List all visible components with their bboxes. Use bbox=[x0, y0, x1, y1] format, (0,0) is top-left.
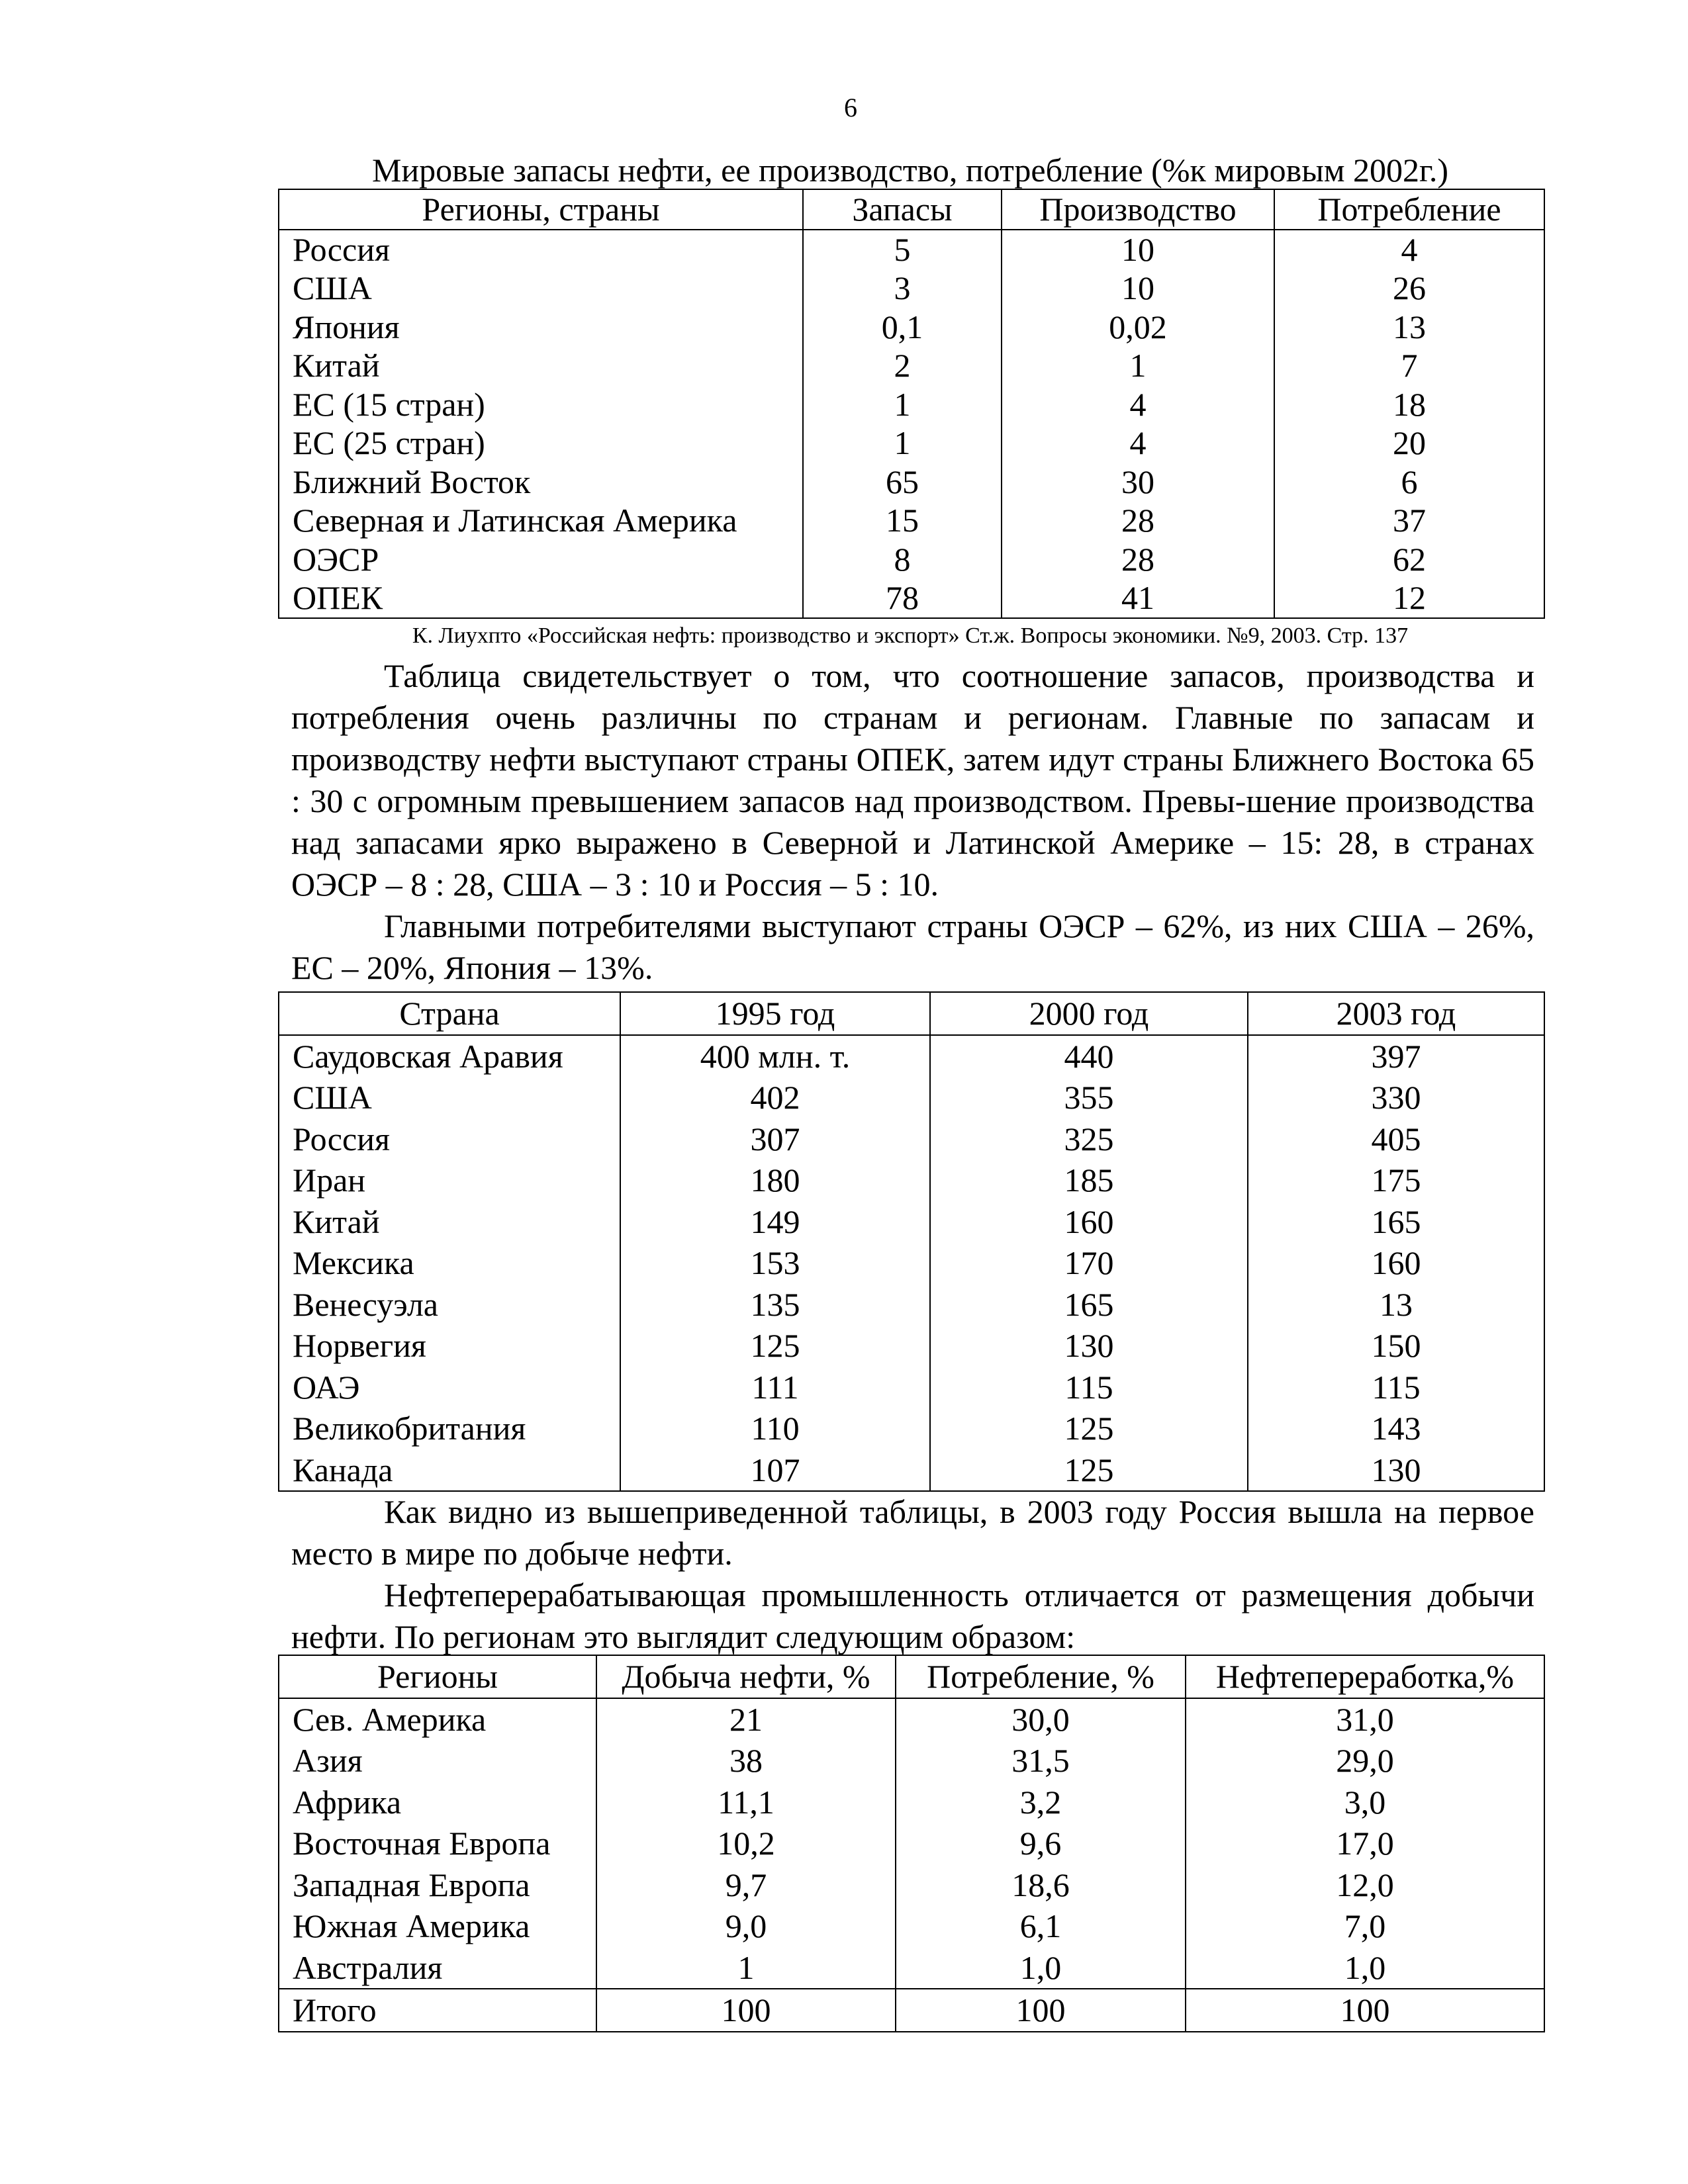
table-cell: ОЭСР bbox=[279, 540, 803, 579]
table-cell: 10 bbox=[1002, 230, 1274, 269]
page-number: 6 bbox=[844, 93, 857, 122]
table-cell: 440 bbox=[930, 1035, 1248, 1077]
table-cell: 160 bbox=[1248, 1242, 1544, 1284]
table-cell: ОПЕК bbox=[279, 578, 803, 618]
table-cell: 1,0 bbox=[896, 1947, 1186, 1989]
table-cell: 7 bbox=[1274, 346, 1544, 385]
table3-body bbox=[279, 1698, 1544, 1989]
table-cell: ЕС (25 стран) bbox=[279, 424, 803, 463]
table-cell: Итого bbox=[279, 1989, 596, 2032]
table-cell: 330 bbox=[1248, 1077, 1544, 1118]
table-cell: 1 bbox=[803, 424, 1002, 463]
table-cell: 3,0 bbox=[1186, 1782, 1544, 1823]
table-cell: 31,0 bbox=[1186, 1698, 1544, 1741]
table-cell: 149 bbox=[620, 1201, 930, 1243]
column-header: Производство bbox=[1002, 189, 1274, 230]
table-row bbox=[279, 346, 1544, 385]
table-cell: Африка bbox=[279, 1782, 596, 1823]
column-header: 2000 год bbox=[930, 992, 1248, 1035]
table-cell: 62 bbox=[1274, 540, 1544, 579]
table-cell: Иран bbox=[279, 1160, 620, 1201]
table-cell: 10 bbox=[1002, 269, 1274, 308]
table-cell: 125 bbox=[620, 1325, 930, 1367]
table-cell: 41 bbox=[1002, 578, 1274, 618]
table2-body bbox=[279, 1035, 1544, 1492]
table-cell: 6,1 bbox=[896, 1905, 1186, 1947]
table-cell: 4 bbox=[1274, 230, 1544, 269]
table-header-row bbox=[279, 992, 1544, 1035]
table-cell: 307 bbox=[620, 1118, 930, 1160]
table-cell: Канада bbox=[279, 1449, 620, 1492]
table-cell: 185 bbox=[930, 1160, 1248, 1201]
paragraph: Таблица свидетельствует о том, что соотношение запасов, производства и потребления очень различны по странам и регионам. Главные по запасам и производству нефти выступают страны ОПЕК, затем идут страны Ближнего Востока 65 : 30 с огромным превышением запасов над производством. Превы-шение производства над запасами ярко выражено в Северной и Латинской Америке – 15: 28, в странах ОЭСР – 8 : 28, США – 3 : 10 и Россия – 5 : 10. bbox=[291, 657, 1534, 903]
table-cell: 107 bbox=[620, 1449, 930, 1492]
table-cell: Китай bbox=[279, 1201, 620, 1243]
table-header-row bbox=[279, 189, 1544, 230]
table-cell: 130 bbox=[1248, 1449, 1544, 1492]
table-cell: 20 bbox=[1274, 424, 1544, 463]
table-row bbox=[279, 1367, 1544, 1408]
conclusion-text bbox=[291, 1491, 1534, 1658]
table-cell: 21 bbox=[596, 1698, 896, 1741]
table-cell: 78 bbox=[803, 578, 1002, 618]
table-cell: 100 bbox=[1186, 1989, 1544, 2032]
table-cell: 4 bbox=[1002, 424, 1274, 463]
table-cell: 125 bbox=[930, 1449, 1248, 1492]
table-cell: 0,02 bbox=[1002, 308, 1274, 347]
table-cell: 325 bbox=[930, 1118, 1248, 1160]
table-row bbox=[279, 1201, 1544, 1243]
oil-production-table bbox=[278, 991, 1545, 1492]
table-cell: 7,0 bbox=[1186, 1905, 1544, 1947]
table-cell: 397 bbox=[1248, 1035, 1544, 1077]
table-cell: Западная Европа bbox=[279, 1864, 596, 1906]
table-row bbox=[279, 385, 1544, 424]
table-cell: 11,1 bbox=[596, 1782, 896, 1823]
table-cell: 12 bbox=[1274, 578, 1544, 618]
table-cell: Россия bbox=[279, 230, 803, 269]
table-row bbox=[279, 1160, 1544, 1201]
paragraph: Как видно из вышеприведенной таблицы, в 2003 году Россия вышла на первое место в мире по добыче нефти. bbox=[291, 1493, 1534, 1572]
column-header: Регионы bbox=[279, 1655, 596, 1698]
table-cell: 37 bbox=[1274, 501, 1544, 540]
table-cell: 1 bbox=[803, 385, 1002, 424]
table-cell: 0,1 bbox=[803, 308, 1002, 347]
table-cell: 115 bbox=[1248, 1367, 1544, 1408]
table-row bbox=[279, 1782, 1544, 1823]
table-cell: 9,6 bbox=[896, 1823, 1186, 1864]
table-row bbox=[279, 578, 1544, 618]
table-row bbox=[279, 1864, 1544, 1906]
column-header: Регионы, страны bbox=[279, 189, 803, 230]
table-cell: 135 bbox=[620, 1284, 930, 1326]
table-row bbox=[279, 1325, 1544, 1367]
table1-source: К. Лиухпто «Российская нефть: производство и экспорт» Ст.ж. Вопросы экономики. №9, 2003. Стр. 137 bbox=[412, 623, 1409, 648]
column-header: Нефтепереработка,% bbox=[1186, 1655, 1544, 1698]
table-cell: 1,0 bbox=[1186, 1947, 1544, 1989]
table-cell: Сев. Америка bbox=[279, 1698, 596, 1741]
table-cell: 28 bbox=[1002, 501, 1274, 540]
table-cell: ЕС (15 стран) bbox=[279, 385, 803, 424]
table-cell: 400 млн. т. bbox=[620, 1035, 930, 1077]
table-cell: 3,2 bbox=[896, 1782, 1186, 1823]
table-row bbox=[279, 424, 1544, 463]
table-row bbox=[279, 230, 1544, 269]
table-cell: 18,6 bbox=[896, 1864, 1186, 1906]
table-cell: 130 bbox=[930, 1325, 1248, 1367]
table-cell: 110 bbox=[620, 1408, 930, 1449]
table-cell: 8 bbox=[803, 540, 1002, 579]
table-cell: 402 bbox=[620, 1077, 930, 1118]
table-cell: 4 bbox=[1002, 385, 1274, 424]
table-cell: 165 bbox=[930, 1284, 1248, 1326]
table-cell: США bbox=[279, 1077, 620, 1118]
table-row bbox=[279, 1823, 1544, 1864]
table-row bbox=[279, 1118, 1544, 1160]
table-cell: 17,0 bbox=[1186, 1823, 1544, 1864]
table-cell: 160 bbox=[930, 1201, 1248, 1243]
table-cell: Азия bbox=[279, 1740, 596, 1782]
table-cell: 5 bbox=[803, 230, 1002, 269]
table-row bbox=[279, 463, 1544, 502]
table-row bbox=[279, 1284, 1544, 1326]
table-cell: Саудовская Аравия bbox=[279, 1035, 620, 1077]
table-row bbox=[279, 269, 1544, 308]
table1-body bbox=[279, 230, 1544, 618]
column-header: Потребление, % bbox=[896, 1655, 1186, 1698]
table-row bbox=[279, 501, 1544, 540]
table-cell: 9,0 bbox=[596, 1905, 896, 1947]
table-cell: 100 bbox=[596, 1989, 896, 2032]
table-cell: 15 bbox=[803, 501, 1002, 540]
table-row bbox=[279, 1905, 1544, 1947]
table-cell: 150 bbox=[1248, 1325, 1544, 1367]
column-header: 1995 год bbox=[620, 992, 930, 1035]
table-cell: ОАЭ bbox=[279, 1367, 620, 1408]
table-header-row bbox=[279, 1655, 1544, 1698]
table-cell: 170 bbox=[930, 1242, 1248, 1284]
table-cell: Норвегия bbox=[279, 1325, 620, 1367]
table-cell: 12,0 bbox=[1186, 1864, 1544, 1906]
column-header: Страна bbox=[279, 992, 620, 1035]
table-cell: Япония bbox=[279, 308, 803, 347]
table-cell: 65 bbox=[803, 463, 1002, 502]
table-cell: 153 bbox=[620, 1242, 930, 1284]
table-cell: 29,0 bbox=[1186, 1740, 1544, 1782]
table-cell: 13 bbox=[1274, 308, 1544, 347]
paragraph: Главными потребителями выступают страны ОЭСР – 62%, из них США – 26%, ЕС – 20%, Япония – 13%. bbox=[291, 907, 1534, 986]
table-row bbox=[279, 1740, 1544, 1782]
table-cell: 175 bbox=[1248, 1160, 1544, 1201]
table-cell: 26 bbox=[1274, 269, 1544, 308]
table-cell: 143 bbox=[1248, 1408, 1544, 1449]
table-cell: 28 bbox=[1002, 540, 1274, 579]
table-cell: 30 bbox=[1002, 463, 1274, 502]
table-cell: 180 bbox=[620, 1160, 930, 1201]
table-row bbox=[279, 1408, 1544, 1449]
table-cell: 111 bbox=[620, 1367, 930, 1408]
table-cell: 3 bbox=[803, 269, 1002, 308]
table-cell: Восточная Европа bbox=[279, 1823, 596, 1864]
oil-reserves-table bbox=[278, 189, 1545, 619]
table-cell: 10,2 bbox=[596, 1823, 896, 1864]
table-cell: 115 bbox=[930, 1367, 1248, 1408]
table-row bbox=[279, 1698, 1544, 1741]
paragraph: Нефтеперерабатывающая промышленность отличается от размещения добычи нефти. По регионам это выглядит следующим образом: bbox=[291, 1576, 1534, 1655]
table-row bbox=[279, 1077, 1544, 1118]
table-cell: 38 bbox=[596, 1740, 896, 1782]
table-cell: Россия bbox=[279, 1118, 620, 1160]
table-row bbox=[279, 1947, 1544, 1989]
table-cell: Ближний Восток bbox=[279, 463, 803, 502]
table-cell: 1 bbox=[1002, 346, 1274, 385]
analysis-text bbox=[291, 655, 1534, 989]
table-cell: 18 bbox=[1274, 385, 1544, 424]
table-cell: 2 bbox=[803, 346, 1002, 385]
table-cell: 125 bbox=[930, 1408, 1248, 1449]
table-cell: 100 bbox=[896, 1989, 1186, 2032]
table-cell: 9,7 bbox=[596, 1864, 896, 1906]
table-cell: 13 bbox=[1248, 1284, 1544, 1326]
table-cell: 1 bbox=[596, 1947, 896, 1989]
table-row bbox=[279, 540, 1544, 579]
table-cell: Китай bbox=[279, 346, 803, 385]
table-row bbox=[279, 1035, 1544, 1077]
table-cell: США bbox=[279, 269, 803, 308]
table-cell: Венесуэла bbox=[279, 1284, 620, 1326]
table-cell: Южная Америка bbox=[279, 1905, 596, 1947]
table-cell: Северная и Латинская Америка bbox=[279, 501, 803, 540]
table-cell: 30,0 bbox=[896, 1698, 1186, 1741]
column-header: Потребление bbox=[1274, 189, 1544, 230]
table-cell: 405 bbox=[1248, 1118, 1544, 1160]
table-cell: Австралия bbox=[279, 1947, 596, 1989]
table-cell: Великобритания bbox=[279, 1408, 620, 1449]
table-cell: 355 bbox=[930, 1077, 1248, 1118]
table1-caption: Мировые запасы нефти, ее производство, потребление (%к мировым 2002г.) bbox=[371, 152, 1449, 189]
table-cell: 165 bbox=[1248, 1201, 1544, 1243]
table-cell: 6 bbox=[1274, 463, 1544, 502]
table-row bbox=[279, 308, 1544, 347]
column-header: Добыча нефти, % bbox=[596, 1655, 896, 1698]
table-cell: 31,5 bbox=[896, 1740, 1186, 1782]
table-cell: Мексика bbox=[279, 1242, 620, 1284]
column-header: Запасы bbox=[803, 189, 1002, 230]
column-header: 2003 год bbox=[1248, 992, 1544, 1035]
table-row bbox=[279, 1242, 1544, 1284]
oil-refining-table bbox=[278, 1655, 1545, 2032]
table-row bbox=[279, 1449, 1544, 1492]
total-row bbox=[279, 1989, 1544, 2032]
